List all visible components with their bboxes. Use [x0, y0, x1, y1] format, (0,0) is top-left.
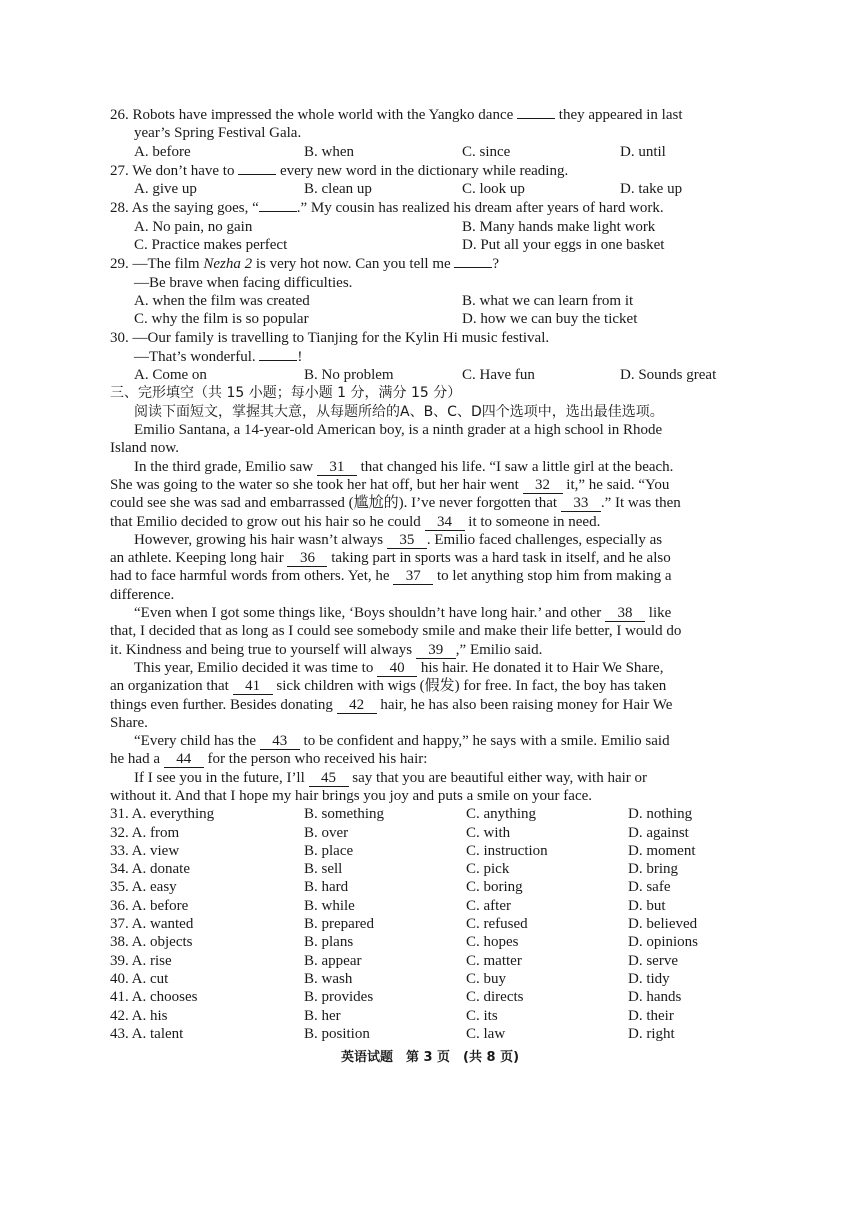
option-b: B. what we can learn from it: [462, 292, 634, 309]
blank-33: 33: [561, 496, 601, 512]
option-a: 35. A. easy: [110, 879, 177, 896]
option-a: A. when the film was created: [134, 292, 310, 309]
cloze-options-row: [110, 933, 740, 951]
passage-text: that Emilio decided to grow out his hair so he could: [110, 513, 425, 530]
option-b: B. wash: [304, 970, 353, 987]
passage-text: it to someone in need.: [464, 513, 601, 530]
options-row: [110, 218, 740, 255]
option-a: A. Come on: [134, 367, 207, 384]
passage-text: say that you are beautiful either way, with hair or: [348, 769, 648, 786]
option-a: 42. A. his: [110, 1007, 168, 1024]
passage-line: Emilio Santana, a 14-year-old American boy, is a ninth grader at a high school in Rhode: [134, 422, 663, 439]
question-text: 30. —Our family is travelling to Tianjing for the Kylin Hi music festival.: [110, 329, 550, 346]
dialogue-reply: —Be brave when facing difficulties.: [134, 274, 353, 291]
options-row: [110, 143, 740, 161]
options-row: [110, 292, 740, 329]
option-c: C. Have fun: [462, 367, 535, 384]
option-c: C. since: [462, 143, 511, 160]
question-text: 26. Robots have impressed the whole world with the Yangko dance: [110, 107, 518, 123]
option-b: B. sell: [304, 861, 343, 878]
passage-text: sick children with wigs (假发) for free. In fact, the boy has taken: [272, 678, 667, 695]
option-a: 34. A. donate: [110, 861, 190, 878]
question-26: [110, 105, 740, 161]
option-c: C. Practice makes perfect: [134, 237, 288, 254]
passage-line: without it. And that I hope my hair brings you joy and puts a smile on your face.: [110, 787, 593, 804]
passage-text: If I see you in the future, I’ll: [134, 769, 309, 786]
option-b: B. provides: [304, 989, 374, 1006]
option-b: B. position: [304, 1025, 370, 1042]
passage-text: an organization that: [110, 678, 233, 695]
option-b: B. hard: [304, 879, 349, 896]
cloze-options-row: [110, 842, 740, 860]
option-c: C. boring: [466, 879, 523, 896]
blank-44: 44: [164, 752, 204, 768]
passage-text: an athlete. Keeping long hair: [110, 550, 288, 567]
option-d: D. bring: [628, 861, 678, 878]
option-d: D. nothing: [628, 806, 693, 823]
option-a: 33. A. view: [110, 842, 180, 859]
option-b: B. over: [304, 824, 349, 841]
blank-45: 45: [309, 771, 349, 787]
option-d: D. Put all your eggs in one basket: [462, 237, 665, 254]
option-d: D. safe: [628, 879, 671, 896]
blank-43: 43: [260, 734, 300, 750]
option-c: C. instruction: [466, 842, 548, 859]
cloze-options-row: [110, 970, 740, 988]
option-b: B. appear: [304, 952, 362, 969]
passage-text: had to face harmful words from others. Yet, he: [110, 568, 394, 585]
option-a: 31. A. everything: [110, 806, 215, 823]
exam-page: [110, 105, 740, 1043]
passage-text: that changed his life. “I saw a little girl at the beach.: [356, 458, 674, 475]
answer-blank: [259, 198, 297, 212]
option-d: D. serve: [628, 952, 678, 969]
option-c: C. why the film is so popular: [134, 311, 309, 328]
cloze-options-row: [110, 1007, 740, 1025]
option-a: 39. A. rise: [110, 952, 172, 969]
passage-line: difference.: [110, 586, 175, 603]
passage-text: to let anything stop him from making a: [433, 568, 672, 585]
cloze-options-row: [110, 1025, 740, 1043]
dialogue-reply: !: [297, 348, 303, 365]
blank-42: 42: [337, 698, 377, 714]
option-b: B. Many hands make light work: [462, 218, 656, 235]
option-c: C. with: [466, 824, 511, 841]
passage-text: to be confident and happy,” he says with a smile. Emilio said: [299, 733, 670, 750]
passage-text: “Even when I got some things like, ‘Boys shouldn’t have long hair.’ and other: [134, 605, 606, 622]
blank-38: 38: [605, 606, 645, 622]
option-a: A. No pain, no gain: [134, 218, 253, 235]
option-c: C. look up: [462, 181, 525, 198]
section-instruction: 阅读下面短文，掌握其大意，从每题所给的A、B、C、D四个选项中，选出最佳选项。: [134, 403, 664, 420]
option-b: B. prepared: [304, 916, 374, 933]
passage-text: for the person who received his hair:: [203, 751, 428, 768]
passage-text: This year, Emilio decided it was time to: [134, 659, 378, 676]
cloze-options-row: [110, 824, 740, 842]
question-text: 28. As the saying goes, “: [110, 200, 259, 217]
cloze-options-row: [110, 915, 740, 933]
passage-text: ,” Emilio said.: [455, 641, 543, 658]
blank-41: 41: [233, 679, 273, 695]
option-c: C. after: [466, 897, 511, 914]
blank-34: 34: [425, 515, 465, 531]
question-27: [110, 161, 740, 199]
option-c: C. pick: [466, 861, 510, 878]
option-d: D. take up: [620, 181, 683, 198]
blank-37: 37: [393, 569, 433, 585]
cloze-passage: [110, 421, 740, 805]
option-c: C. buy: [466, 970, 507, 987]
option-d: D. against: [628, 824, 689, 841]
question-text: .” My cousin has realized his dream after years of hard work.: [296, 200, 664, 217]
option-d: D. but: [628, 897, 666, 914]
passage-text: She was going to the water so she took her hat off, but her hair went: [110, 476, 523, 493]
blank-31: 31: [317, 460, 357, 476]
answer-blank: [454, 254, 492, 268]
option-a: 32. A. from: [110, 824, 180, 841]
option-c: C. directs: [466, 989, 524, 1006]
question-text: they appeared in last: [555, 107, 683, 123]
passage-text: “Every child has the: [134, 733, 260, 750]
cloze-options-row: [110, 860, 740, 878]
option-a: 36. A. before: [110, 897, 189, 914]
passage-text: it,” he said. “You: [562, 476, 670, 493]
passage-text: could see she was sad and embarrassed (尴尬的). I’ve never forgotten that: [110, 495, 561, 512]
blank-35: 35: [387, 533, 427, 549]
option-b: B. something: [304, 806, 385, 823]
question-text: every new word in the dictionary while reading.: [276, 162, 569, 179]
passage-text: things even further. Besides donating: [110, 696, 337, 713]
option-d: D. opinions: [628, 934, 699, 951]
blank-32: 32: [523, 478, 563, 494]
option-c: C. matter: [466, 952, 522, 969]
passage-line: Share.: [110, 714, 148, 731]
option-a: 38. A. objects: [110, 934, 193, 951]
passage-text: hair, he has also been raising money for Hair We: [376, 696, 673, 713]
question-29: [110, 254, 740, 328]
option-d: D. believed: [628, 916, 698, 933]
option-a: A. before: [134, 143, 191, 160]
option-a: 40. A. cut: [110, 970, 169, 987]
option-b: B. when: [304, 143, 354, 160]
cloze-options-row: [110, 805, 740, 823]
section-title: 三、完形填空（共 15 小题；每小题 1 分，满分 15 分）: [110, 385, 462, 402]
option-b: B. No problem: [304, 367, 394, 384]
option-d: D. moment: [628, 842, 696, 859]
option-b: B. her: [304, 1007, 341, 1024]
option-c: C. law: [466, 1025, 506, 1042]
page-footer: 英语试题 第 3 页 (共 8 页): [340, 1050, 520, 1065]
cloze-options-row: [110, 988, 740, 1006]
question-28: [110, 198, 740, 254]
question-text: year’s Spring Festival Gala.: [134, 125, 302, 142]
option-d: D. right: [628, 1025, 675, 1042]
question-text: 29. —The film: [110, 256, 204, 273]
passage-line: that, I decided that as long as I could see somebody smile and make their life better, I would do: [110, 623, 682, 640]
option-b: B. plans: [304, 934, 354, 951]
passage-text: . Emilio faced challenges, especially as: [426, 531, 663, 548]
question-text: ?: [492, 256, 500, 273]
option-a: 43. A. talent: [110, 1025, 184, 1042]
passage-text: his hair. He donated it to Hair We Share,: [417, 659, 664, 676]
option-d: D. their: [628, 1007, 674, 1024]
cloze-options-row: [110, 897, 740, 915]
option-c: C. refused: [466, 916, 528, 933]
question-text: 27. We don’t have to: [110, 162, 239, 179]
blank-39: 39: [416, 643, 456, 659]
passage-text: taking part in sports was a hard task in itself, and he also: [327, 550, 671, 567]
options-row: [110, 180, 740, 198]
option-c: C. anything: [466, 806, 536, 823]
option-d: D. until: [620, 143, 666, 160]
cloze-options-row: [110, 878, 740, 896]
blank-40: 40: [377, 661, 417, 677]
passage-text: .” It was then: [600, 495, 681, 512]
answer-blank: [517, 105, 555, 119]
option-d: D. hands: [628, 989, 682, 1006]
answer-blank: [259, 347, 297, 361]
option-c: C. hopes: [466, 934, 519, 951]
question-text: is very hot now. Can you tell me: [252, 256, 455, 273]
cloze-options: [110, 805, 740, 1043]
option-a: 37. A. wanted: [110, 916, 194, 933]
cloze-options-row: [110, 952, 740, 970]
option-d: D. tidy: [628, 970, 670, 987]
option-d: D. how we can buy the ticket: [462, 311, 638, 328]
option-a: 41. A. chooses: [110, 989, 198, 1006]
option-b: B. place: [304, 842, 354, 859]
answer-blank: [238, 161, 276, 175]
option-a: A. give up: [134, 181, 197, 198]
passage-text: he had a: [110, 751, 164, 768]
dialogue-reply: —That’s wonderful.: [134, 348, 260, 365]
option-d: D. Sounds great: [620, 367, 717, 384]
film-title: Nezha 2: [203, 256, 253, 273]
passage-text: However, growing his hair wasn’t always: [134, 531, 387, 548]
question-30: [110, 329, 740, 385]
blank-36: 36: [287, 551, 327, 567]
options-row: [110, 366, 740, 384]
option-c: C. its: [466, 1007, 498, 1024]
option-b: B. while: [304, 897, 355, 914]
option-b: B. clean up: [304, 181, 372, 198]
passage-text: In the third grade, Emilio saw: [134, 458, 317, 475]
passage-text: it. Kindness and being true to yourself will always: [110, 641, 416, 658]
passage-line: Island now.: [110, 440, 180, 457]
passage-text: like: [645, 605, 672, 622]
